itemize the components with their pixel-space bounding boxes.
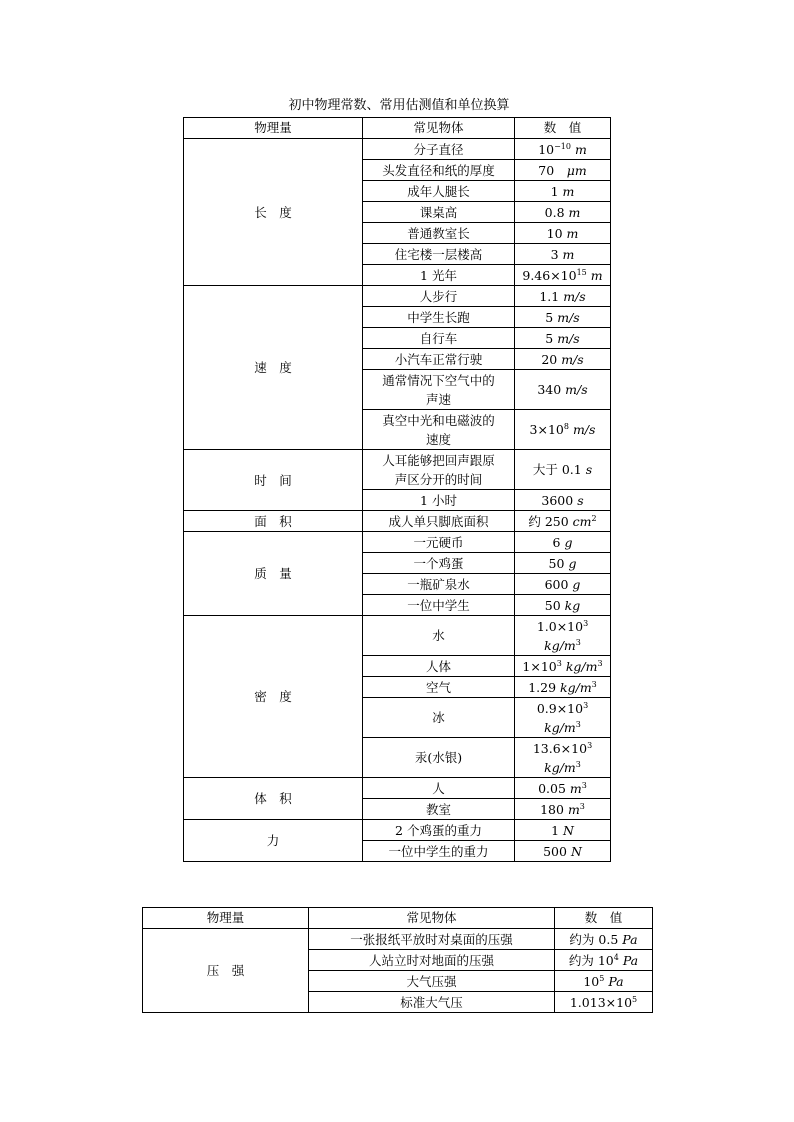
- object-cell: [363, 656, 515, 677]
- value-cell: [515, 841, 611, 862]
- value-cell: [515, 490, 611, 511]
- value-unit: kg: [564, 597, 581, 613]
- value-exponent: 8: [563, 421, 569, 431]
- pressure-table: [142, 907, 653, 1013]
- value-unit: kg/m: [544, 759, 576, 775]
- value-number: 约为 0.5: [569, 931, 623, 947]
- object-name: 成年人腿长: [407, 183, 470, 199]
- value-number: 10: [538, 141, 555, 157]
- value-unit: g: [568, 555, 577, 571]
- table-row: [184, 616, 611, 656]
- value-number: 70: [538, 162, 567, 178]
- table-row: [184, 139, 611, 160]
- unit-exponent: 3: [575, 719, 581, 729]
- value-unit: s: [577, 492, 584, 508]
- table-header-row: [184, 118, 611, 139]
- value-cell: [515, 595, 611, 616]
- value-unit: m/s: [557, 330, 580, 346]
- object-name: 中学生长跑: [407, 309, 470, 325]
- object-name: 1 小时: [420, 492, 457, 508]
- object-name: 大气压强: [406, 973, 457, 989]
- object-name: 课桌高: [419, 204, 458, 220]
- value-number: 1: [551, 822, 563, 838]
- object-cell: [309, 950, 555, 971]
- object-name: 一张报纸平放时对桌面的压强: [350, 931, 513, 947]
- object-cell: [363, 244, 515, 265]
- object-name: 1 光年: [420, 267, 457, 283]
- value-number: 1.1: [539, 288, 564, 304]
- value-exponent: 3: [583, 700, 589, 710]
- object-name-line-2: 声速: [425, 391, 451, 407]
- quantity-cell: 长 度: [184, 139, 363, 286]
- object-cell: [363, 778, 515, 799]
- value-number: 0.9×10: [536, 700, 584, 716]
- value-unit: μm: [566, 162, 587, 178]
- object-cell: [363, 841, 515, 862]
- value-number: 1.0×10: [536, 618, 584, 634]
- value-cell: [515, 698, 611, 738]
- header-quantity: 物理量: [143, 908, 309, 929]
- value-number: 180: [540, 801, 568, 817]
- value-unit: m: [567, 801, 580, 817]
- object-cell: [363, 181, 515, 202]
- object-cell: [363, 490, 515, 511]
- value-cell: [555, 971, 653, 992]
- object-name: 小汽车正常行驶: [394, 351, 483, 367]
- value-number: 500: [543, 843, 571, 859]
- value-number: 9.46×10: [522, 267, 577, 283]
- object-cell: [309, 971, 555, 992]
- value-cell: [555, 929, 653, 950]
- value-unit: kg/m: [544, 637, 576, 653]
- table-row: [184, 511, 611, 532]
- value-cell: [515, 202, 611, 223]
- object-name-line-1: 真空中光和电磁波的: [382, 412, 495, 428]
- value-number: 约 250: [528, 513, 573, 529]
- value-exponent: 4: [613, 952, 619, 962]
- unit-exponent: 3: [575, 759, 581, 769]
- object-name: 自行车: [419, 330, 458, 346]
- value-cell: [515, 370, 611, 410]
- value-cell: [515, 656, 611, 677]
- quantity-cell: 质 量: [184, 532, 363, 616]
- quantity-cell: 力: [184, 820, 363, 862]
- object-cell: [363, 595, 515, 616]
- value-number: 1: [550, 183, 563, 199]
- table-row: [184, 820, 611, 841]
- value-unit: s: [585, 462, 593, 477]
- object-name: 水: [432, 628, 445, 643]
- object-cell: [363, 307, 515, 328]
- object-cell: [363, 574, 515, 595]
- object-cell: [363, 511, 515, 532]
- header-object: 常见物体: [309, 908, 555, 929]
- value-cell: [515, 820, 611, 841]
- table-row: [184, 450, 611, 490]
- value-cell: [515, 307, 611, 328]
- value-unit: m/s: [565, 382, 588, 397]
- object-cell: [363, 450, 515, 490]
- value-number: 340: [537, 382, 566, 397]
- object-cell: [363, 160, 515, 181]
- value-unit: N: [570, 843, 582, 859]
- object-name: 头发直径和纸的厚度: [382, 162, 495, 178]
- unit-exponent: 3: [591, 679, 597, 689]
- object-name: 标准大气压: [400, 994, 463, 1010]
- object-cell: [363, 349, 515, 370]
- value-cell: [515, 532, 611, 553]
- value-number: 10: [583, 973, 600, 989]
- object-name: 一个鸡蛋: [413, 555, 464, 571]
- value-unit: kg/m: [560, 679, 592, 695]
- value-number: 3600: [541, 492, 578, 508]
- pressure-table-body: [143, 908, 653, 1013]
- value-unit: cm: [572, 513, 592, 529]
- object-name: 空气: [425, 679, 451, 695]
- object-cell: [363, 698, 515, 738]
- object-cell: [363, 677, 515, 698]
- value-cell: [515, 328, 611, 349]
- header-object: 常见物体: [363, 118, 515, 139]
- value-cell: [515, 738, 611, 778]
- object-name: 教室: [425, 801, 451, 817]
- value-unit: m/s: [563, 288, 586, 304]
- value-exponent: 3: [583, 618, 589, 628]
- value-unit: N: [563, 822, 574, 838]
- value-unit: m: [569, 780, 582, 796]
- value-unit: m: [570, 141, 587, 157]
- value-unit: Pa: [622, 931, 638, 947]
- value-number: 50: [548, 555, 569, 571]
- quantity-cell: 时 间: [184, 450, 363, 511]
- object-cell: [363, 799, 515, 820]
- table-row: [143, 929, 653, 950]
- value-exponent: 3: [556, 658, 562, 668]
- quantity-cell: 体 积: [184, 778, 363, 820]
- value-number: 10: [546, 225, 567, 241]
- value-number: 6: [552, 534, 565, 550]
- value-exponent: 5: [599, 973, 605, 983]
- object-cell: [363, 370, 515, 410]
- value-cell: [515, 553, 611, 574]
- value-unit: kg/m: [544, 719, 576, 735]
- value-exponent: 5: [632, 994, 638, 1004]
- object-name: 住宅楼一层楼高: [394, 246, 483, 262]
- object-name: 普通教室长: [407, 225, 470, 241]
- value-cell: [515, 160, 611, 181]
- value-cell: [515, 286, 611, 307]
- value-cell: [515, 799, 611, 820]
- value-cell: [555, 992, 653, 1013]
- object-name: 成人单只脚底面积: [388, 513, 489, 529]
- quantity-cell: 密 度: [184, 616, 363, 778]
- value-cell: [515, 778, 611, 799]
- object-cell: [363, 410, 515, 450]
- object-cell: [363, 553, 515, 574]
- value-unit: m/s: [568, 422, 596, 437]
- unit-exponent: 2: [591, 513, 597, 523]
- value-unit: kg/m: [561, 658, 598, 674]
- object-cell: [363, 265, 515, 286]
- object-cell: [363, 139, 515, 160]
- object-name: 冰: [432, 710, 445, 725]
- table-row: [184, 286, 611, 307]
- value-unit: m/s: [561, 351, 584, 367]
- value-unit: Pa: [604, 973, 624, 989]
- constants-table: [183, 117, 611, 862]
- value-exponent: 3: [587, 740, 593, 750]
- value-number: 600: [544, 576, 573, 592]
- object-cell: [363, 820, 515, 841]
- value-cell: [515, 574, 611, 595]
- value-cell: [515, 450, 611, 490]
- value-cell: [515, 139, 611, 160]
- value-cell: [515, 181, 611, 202]
- unit-exponent: 3: [597, 658, 603, 668]
- value-unit: m: [562, 246, 575, 262]
- object-cell: [363, 616, 515, 656]
- unit-exponent: 3: [575, 637, 581, 647]
- quantity-cell: 压 强: [143, 929, 309, 1013]
- object-name: 人步行: [419, 288, 458, 304]
- value-unit: m: [562, 183, 575, 199]
- value-number: 0.05: [538, 780, 570, 796]
- value-cell: [515, 410, 611, 450]
- value-unit: m: [566, 225, 579, 241]
- value-number: 3×10: [529, 422, 564, 437]
- value-number: 20: [541, 351, 562, 367]
- value-exponent: −10: [554, 141, 571, 151]
- object-name: 分子直径: [413, 141, 464, 157]
- object-name: 一位中学生: [407, 597, 470, 613]
- value-exponent: 15: [576, 267, 587, 277]
- object-name: 人体: [425, 658, 451, 674]
- value-unit: m: [568, 204, 581, 220]
- object-cell: [363, 532, 515, 553]
- value-cell: [515, 677, 611, 698]
- object-cell: [309, 992, 555, 1013]
- value-unit: g: [564, 534, 573, 550]
- value-unit: g: [572, 576, 581, 592]
- object-cell: [363, 286, 515, 307]
- constants-table-body: [184, 118, 611, 862]
- object-name-line-2: 速度: [425, 431, 451, 447]
- object-name: 人站立时对地面的压强: [368, 952, 494, 968]
- unit-exponent: 3: [581, 780, 587, 790]
- value-number: 1.013×10: [569, 994, 633, 1010]
- value-number: 0.8: [544, 204, 569, 220]
- table-row: [184, 778, 611, 799]
- value-cell: [515, 244, 611, 265]
- value-cell: [515, 265, 611, 286]
- value-number: 5: [545, 309, 558, 325]
- value-number: 5: [545, 330, 558, 346]
- value-number: 大于 0.1: [532, 462, 586, 477]
- value-unit: m: [586, 267, 603, 283]
- value-cell: [515, 223, 611, 244]
- header-quantity: 物理量: [184, 118, 363, 139]
- value-number: 1.29: [528, 679, 561, 695]
- quantity-cell: 面 积: [184, 511, 363, 532]
- object-name-line-2: 声区分开的时间: [394, 471, 483, 487]
- value-cell: [515, 349, 611, 370]
- value-number: 50: [544, 597, 565, 613]
- header-value: 数 值: [515, 118, 611, 139]
- value-unit: Pa: [618, 952, 639, 968]
- object-cell: [363, 223, 515, 244]
- value-number: 约为 10: [568, 952, 614, 968]
- value-number: 13.6×10: [532, 740, 588, 756]
- table-header-row: [143, 908, 653, 929]
- object-cell: [309, 929, 555, 950]
- value-cell: [515, 616, 611, 656]
- object-name: 一瓶矿泉水: [407, 576, 470, 592]
- object-cell: [363, 202, 515, 223]
- page-title: 初中物理常数、常用估测值和单位换算: [288, 98, 510, 113]
- value-unit: m/s: [557, 309, 580, 325]
- quantity-cell: 速 度: [184, 286, 363, 450]
- table-row: [184, 532, 611, 553]
- object-cell: [363, 738, 515, 778]
- object-name: 一元硬币: [413, 534, 464, 550]
- value-number: 1×10: [522, 658, 557, 674]
- object-cell: [363, 328, 515, 349]
- object-name-line-1: 通常情况下空气中的: [382, 372, 495, 388]
- object-name: 2 个鸡蛋的重力: [395, 822, 482, 838]
- object-name: 一位中学生的重力: [388, 843, 489, 859]
- object-name: 汞(水银): [414, 750, 463, 765]
- object-name-line-1: 人耳能够把回声跟原: [382, 452, 495, 468]
- value-number: 3: [550, 246, 563, 262]
- value-cell: [555, 950, 653, 971]
- value-cell: [515, 511, 611, 532]
- object-name: 人: [432, 780, 445, 796]
- header-value: 数 值: [555, 908, 653, 929]
- unit-exponent: 3: [579, 801, 585, 811]
